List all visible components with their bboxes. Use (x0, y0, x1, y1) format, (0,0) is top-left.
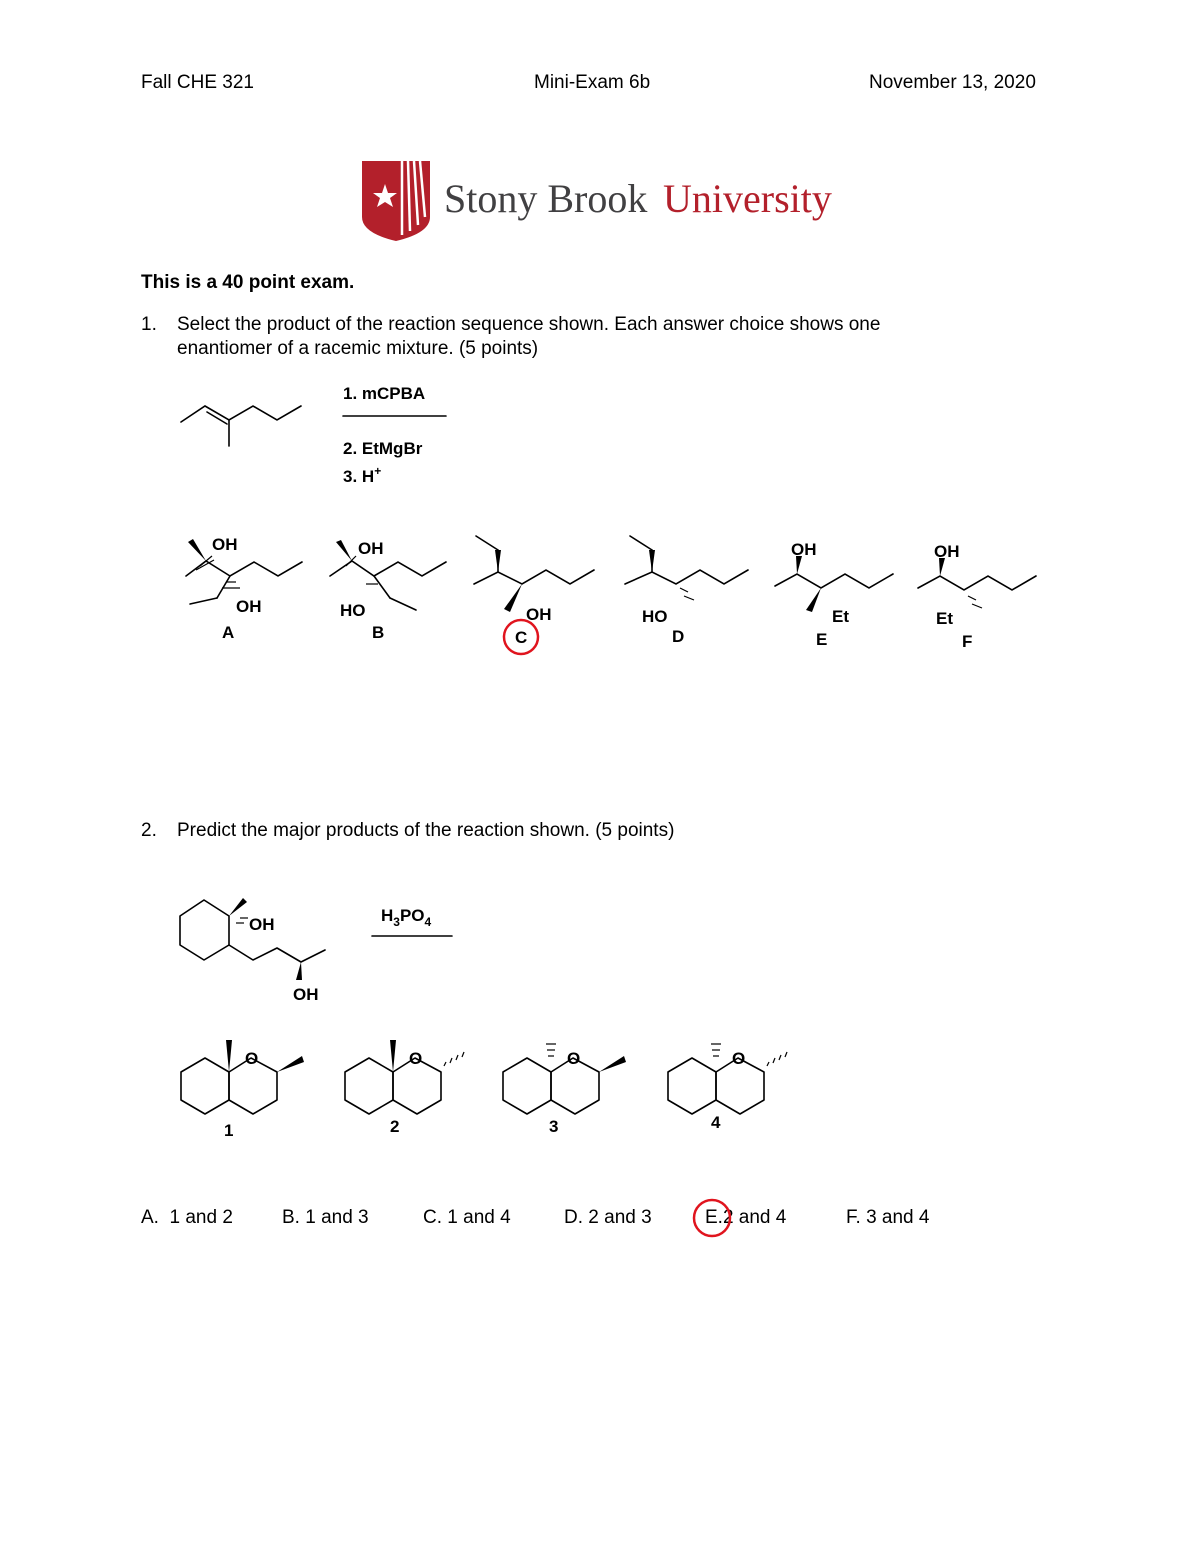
q2-structure-3-label: 3 (549, 1117, 559, 1136)
q1-choice-a: A (222, 623, 235, 642)
q2-answer-f: F. 3 and 4 (846, 1207, 930, 1228)
q2-oh-chain: OH (293, 985, 319, 1004)
q1-b-oh: OH (358, 539, 384, 558)
exam-points-note: This is a 40 point exam. (141, 272, 355, 293)
header-date: November 13, 2020 (869, 72, 1036, 93)
q2-structure-1-label: 1 (224, 1121, 234, 1140)
q1-e-oh: OH (791, 540, 817, 559)
q1-reaction-scheme (0, 370, 1200, 670)
q2-answer-b: B. 1 and 3 (282, 1207, 369, 1228)
q2-structure-2-label: 2 (390, 1117, 400, 1136)
q2-answer-circle (690, 1196, 734, 1240)
q2-reagent: $H_3PO_4$ (381, 906, 432, 929)
q2-product-2-oxygen: O (409, 1049, 423, 1068)
header-course: Fall CHE 321 (141, 72, 254, 93)
q1-starting-material (181, 406, 301, 422)
q2-answer-d: D. 2 and 3 (564, 1207, 652, 1228)
shield-icon (362, 161, 430, 241)
q1-choice-d: D (672, 627, 685, 646)
header-exam-title: Mini-Exam 6b (534, 72, 651, 93)
q1-choice-b: B (372, 623, 385, 642)
q1-d-ho: HO (642, 607, 668, 626)
q1-a-oh-bottom: OH (236, 597, 262, 616)
q1-b-ho: HO (340, 601, 366, 620)
q2-number: 2. (141, 820, 157, 841)
q1-choice-e: E (816, 630, 828, 649)
q2-product-3 (503, 1058, 599, 1114)
q1-choice-f: F (962, 632, 973, 651)
q1-f-et: Et (936, 609, 953, 628)
q1-number: 1. (141, 314, 157, 335)
q1-choice-c: C (515, 628, 528, 647)
q2-product-3-oxygen: O (567, 1049, 581, 1068)
q1-reagent-2: 2. EtMgBr (343, 439, 423, 458)
q1-text-line1: Select the product of the reaction sequence shown. Each answer choice shows one (177, 314, 881, 335)
q2-answer-e: E.2 and 4 (705, 1207, 787, 1228)
q2-answer-c: C. 1 and 4 (423, 1207, 511, 1228)
q2-oh-ring: OH (249, 915, 275, 934)
q2-cyclohexane-ring (180, 900, 229, 960)
q2-reaction-scheme (0, 880, 1200, 1170)
logo-wordmark-red: University (663, 176, 832, 221)
q2-structure-4-label: 4 (711, 1113, 721, 1132)
university-logo (358, 155, 848, 245)
q2-product-4 (668, 1058, 764, 1114)
q1-reagent-1: 1. mCPBA (343, 384, 426, 403)
q2-text: Predict the major products of the reaction shown. (5 points) (177, 820, 675, 841)
q1-c-oh: OH (526, 605, 552, 624)
q1-f-oh: OH (934, 542, 960, 561)
q2-product-1-oxygen: O (245, 1049, 259, 1068)
q2-product-4-oxygen: O (732, 1049, 746, 1068)
q1-reagent-3: 3. H+ (343, 464, 382, 486)
q2-answer-a: A. 1 and 2 (141, 1207, 233, 1228)
logo-wordmark-dark: Stony Brook (444, 176, 648, 221)
q1-a-oh-top: OH (212, 535, 238, 554)
q1-text-line2: enantiomer of a racemic mixture. (5 points) (177, 338, 539, 359)
q1-e-et: Et (832, 607, 849, 626)
